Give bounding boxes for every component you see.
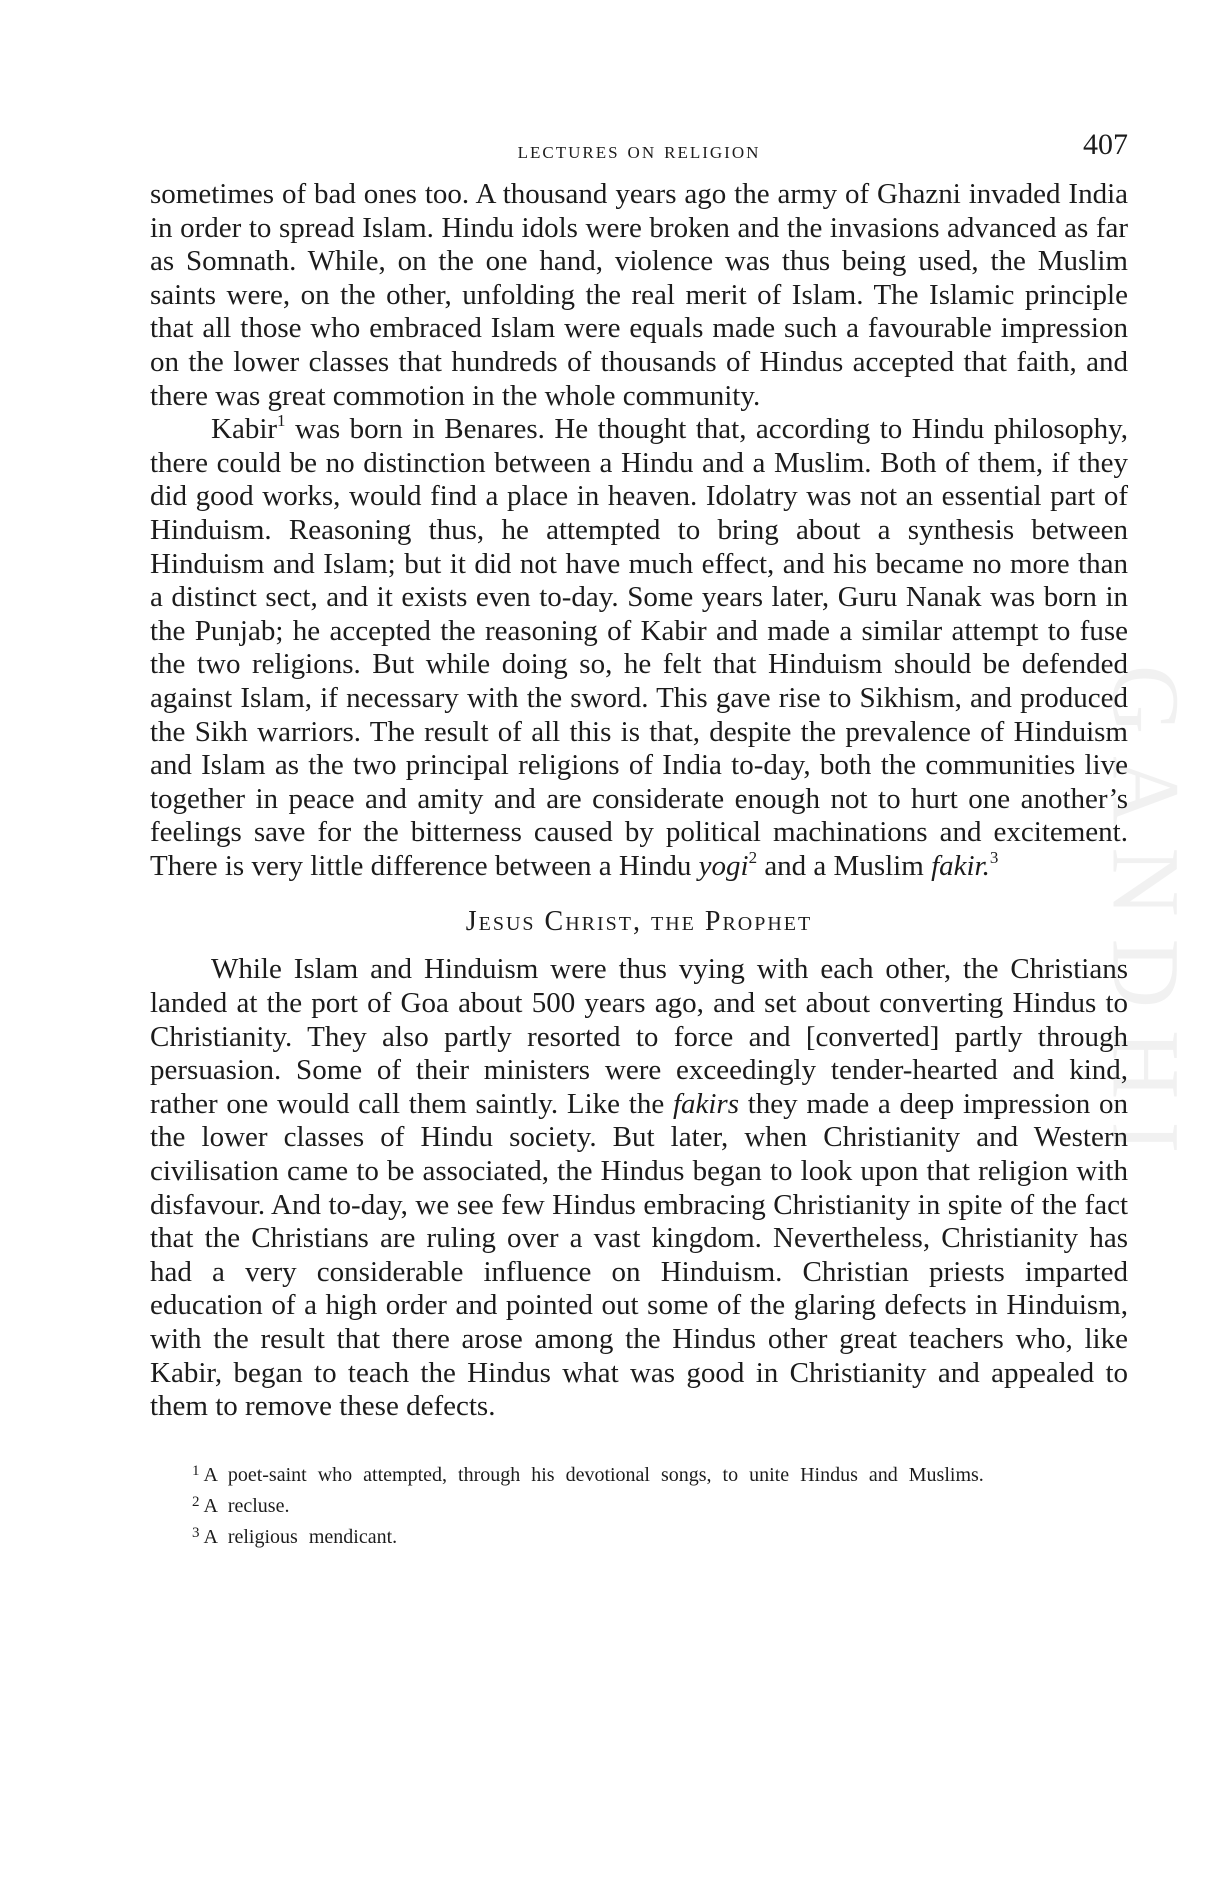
footnote-1	[150, 1458, 1128, 1489]
paragraph-3-start: While Islam and Hinduism were thus vying with each other, the Christians landed at the port of Goa about 500 years ago, and set about converting Hindus to Christianity. They also partly resorted to force and [converted] partly through persuasion. Some of their ministers were exceedingly tender-hearted and kind, rather one would call them saintly. Like the	[150, 953, 1128, 1120]
paragraph-3	[150, 953, 1128, 1423]
footnote-3-text: A religious mendicant.	[203, 1525, 398, 1548]
watermark-text: GANDHI	[1092, 664, 1200, 1176]
paragraph-3-rest: they made a deep impression on the lower classes of Hindu society. But later, when Christianity and Western civilisation came to be associated, the Hindus began to look upon that religion with disfavour. And to-day, we see few Hindus embracing Christianity in spite of the fact that the Christians are ruling over a vast kingdom. Nevertheless, Christianity has had a very considerable influence on Hinduism. Christian priests imparted education of a high order and pointed out some of the glaring defects in Hinduism, with the result that there arose among the Hindus other great teachers who, like Kabir, began to teach the Hindus what was good in Christianity and appealed to them to remove these defects.	[150, 1087, 1128, 1423]
footnote-2-text: A recluse.	[203, 1494, 290, 1517]
paragraph-2-body: was born in Benares. He thought that, according to Hindu philosophy, there could be no distinction between a Hindu and a Muslim. Both of them, if they did good works, would find a place in heaven. Idolatry was not an essential part of Hinduism. Reasoning thus, he attempted to bring about a synthesis between Hinduism and Islam; but it did not have much effect, and his became no more than a distinct sect, and it exists even to-day. Some years later, Guru Nanak was born in the Punjab; he accepted the reasoning of Kabir and made a similar attempt to fuse the two religions. But while doing so, he felt that Hinduism should be defended against Islam, if necessary with the sword. This gave rise to Sikhism, and produced the Sikh warriors. The result of all this is that, despite the prevalence of Hinduism and Islam as the two principal religions of India to-day, both the communities live together in peace and amity and are considerate enough not to hurt one another’s feelings save for the bitterness caused by political machinations and excitement. There is very little difference between a Hindu	[150, 413, 1128, 882]
footnote-1-text: A poet-saint who attempted, through his devotional songs, to unite Hindus and Muslims.	[203, 1463, 984, 1486]
footnote-3	[150, 1520, 1128, 1551]
paragraph-2-and: and a Muslim	[757, 849, 932, 882]
footnote-2-mark: 2	[192, 1493, 200, 1510]
footnote-ref-2: 2	[748, 847, 758, 867]
paragraph-1: sometimes of bad ones too. A thousand years ago the army of Ghazni invaded India in order to spread Islam. Hindu idols were broken and the invasions advanced as far as Somnath. While, on the one hand, violence was thus being used, the Muslim saints were, on the other, unfolding the real merit of Islam. The Islamic principle that all those who embraced Islam were equals made such a favourable impression on the lower classes that hundreds of thousands of Hindus accepted that faith, and there was great commotion in the whole community.	[150, 178, 1128, 412]
footnote-3-mark: 3	[192, 1524, 200, 1541]
footnote-1-mark: 1	[192, 1462, 200, 1479]
body-text	[150, 178, 1128, 1424]
footnotes	[150, 1458, 1128, 1551]
section-heading: Jesus Christ, the Prophet	[465, 906, 813, 938]
running-title: lectures on religion	[517, 138, 761, 164]
term-fakir: fakir.	[931, 849, 990, 882]
footnote-2	[150, 1489, 1128, 1520]
paragraph-2-start: Kabir	[211, 413, 278, 446]
running-head	[150, 128, 1128, 168]
page-number: 407	[1083, 128, 1128, 161]
term-fakirs: fakirs	[672, 1087, 739, 1120]
paragraph-2	[150, 413, 1128, 883]
footnote-ref-3: 3	[989, 847, 999, 867]
page	[150, 128, 1128, 1551]
footnote-ref-1: 1	[277, 411, 286, 431]
term-yogi: yogi	[698, 849, 749, 882]
